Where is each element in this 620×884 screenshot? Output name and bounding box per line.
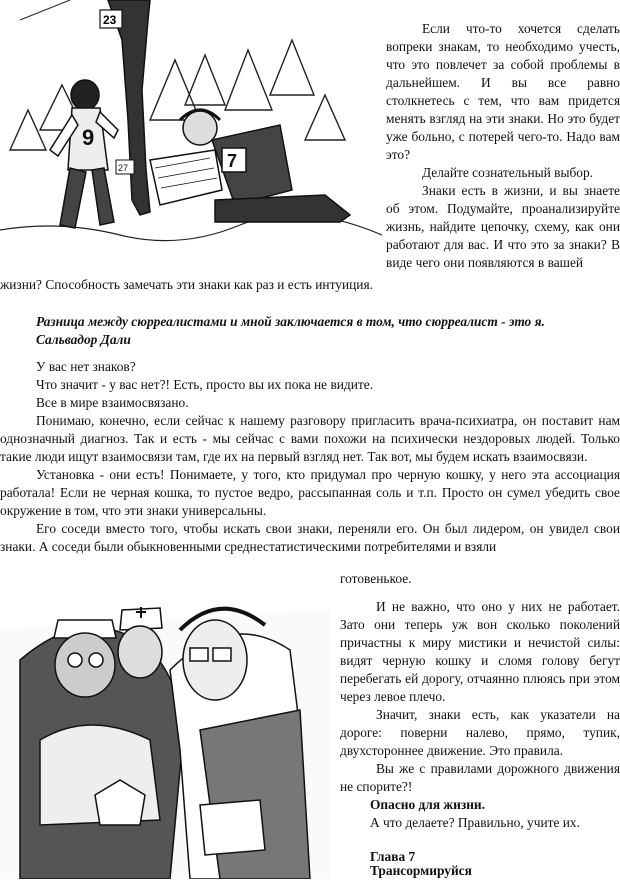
chapter-title: Трансормируйся (370, 863, 472, 878)
paragraph-5: Установка - они есть! Понимаете, у того, кто придумал про черную кошку, у него эта ассоциация работала! Если не черная кошка, то пустое ведро, рассыпанная соль и т.п. Просто он сумел убедить свое окружение в том, что эти знаки универсальны. (0, 467, 620, 518)
runner-number-9: 9 (82, 125, 95, 150)
line-what-means: Что значит - у вас нет?! Есть, просто вы их пока не видите. (36, 377, 374, 392)
right-column-text (340, 598, 620, 796)
epigraph-author: Сальвадор Дали (36, 332, 131, 347)
illustration-runners (0, 0, 382, 262)
chapter-number: Глава 7 (370, 849, 416, 864)
paragraph-6-tail: готовенькое. (340, 571, 412, 586)
paragraph-9: Вы же с правилами дорожного движения не спорите?! (340, 761, 620, 794)
illustration-doctors (0, 590, 330, 879)
learn-them-line: А что делаете? Правильно, учите их. (370, 815, 580, 830)
paragraph-1: Если что-то хочется сделать вопреки знакам, то необходимо учесть, что это повлечет за собой проблемы в дальнейшем. И вы все равно столкнетесь с тем, что вам придется менять взгляд на эти знаки. Но это будет уже больно, с потерей чего-то. Надо вам это? (386, 21, 620, 162)
doctors-drawing (0, 590, 330, 879)
runner-number-7: 7 (227, 151, 238, 171)
line-no-signs: У вас нет знаков? (36, 359, 136, 374)
paragraph-7: И не важно, что оно у них не работает. Зато они теперь уж вон сколько поколений причастны к миру мистики и нечистой силы: видят черную кошку и сломя голову бегут перебегать ей дорогу, отчаянно плюясь при этом через левое плечо. (340, 599, 620, 704)
paragraph-4: Понимаю, конечно, если сейчас к нашему разговору пригласить врача-психиатра, он поставит нам однозначный диагноз. Так и есть - мы сейчас с вами похожи на психически нездоровых людей. Только такие люди ищут взаимосвязи там, где их на первый взгляд нет. Так вот, мы будем искать взаимосвязи. (0, 413, 620, 464)
paragraph-3-tail: жизни? Способность замечать эти знаки как раз и есть интуиция. (0, 277, 373, 292)
runners-drawing (0, 0, 382, 262)
main-text-block (0, 358, 620, 556)
paragraph-3: Знаки есть в жизни, и вы знаете об этом. Подумайте, проанализируйте жизнь, найдите цепочку, схему, как они работают для вас. И что это за знаки? В виде чего они появляются в вашей (386, 183, 620, 270)
paragraph-8: Значит, знаки есть, как указатели на дороге: поверни налево, прямо, тупик, двухстороннее движение. Это правила. (340, 707, 620, 758)
epigraph-quote: Разница между сюрреалистами и мной заключается в том, что сюрреалист - это я. (36, 314, 545, 329)
sign-23-label: 23 (103, 13, 117, 27)
line-all-connected: Все в мире взаимосвязано. (36, 395, 189, 410)
paragraph-signs-warning (386, 20, 620, 272)
paragraph-2: Делайте сознательный выбор. (422, 165, 593, 180)
danger-line: Опасно для жизни. (370, 797, 485, 812)
tree-sign-27: 27 (118, 163, 129, 173)
paragraph-6: Его соседи вместо того, чтобы искать свои знаки, переняли его. Он был лидером, он увидел свои знаки. А соседи были обыкновенными среднестатистическими потребителями и взяли (0, 521, 620, 554)
